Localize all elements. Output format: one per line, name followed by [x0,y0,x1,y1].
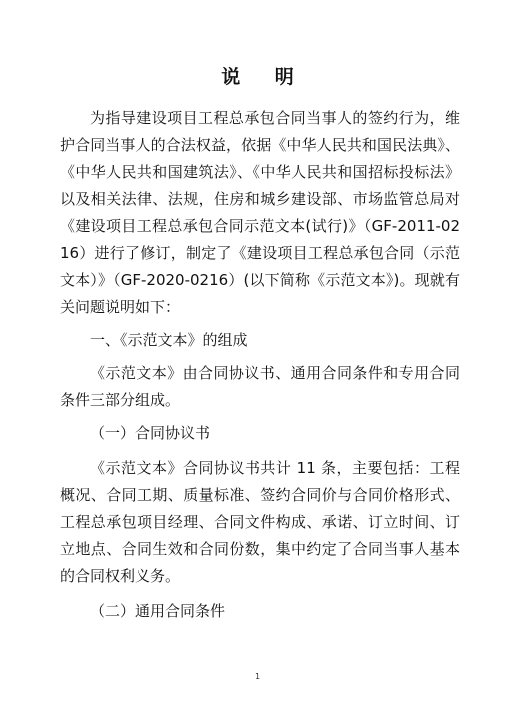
section-heading-composition: 一、《示范文本》的组成 [90,331,248,349]
document-body [60,105,460,625]
document-title: 说 明 [221,66,308,88]
subsection-heading-agreement: （一）合同协议书 [90,424,211,442]
intro-paragraph: 为指导建设项目工程总承包合同当事人的签约行为，维护合同当事人的合法权益，依据《中华人民共和国民法典》、《中华人民共和国建筑法》、《中华人民共和国招标投标法》以及相关法律、法规，住房和城乡建设部、市场监管总局对《建设项目工程总承包合同示范文本(试行)》（GF-2011-0216）进行了修订，制定了《建设项目工程总承包合同（示范文本）》（GF-2020-0216）(以下简称《示范文本》)。现就有关问题说明如下： [60,109,460,316]
page-number: 1 [254,672,261,681]
agreement-paragraph: 《示范文本》合同协议书共计 11 条，主要包括：工程概况、合同工期、质量标准、签约合同价与合同价格形式、工程总承包项目经理、合同文件构成、承诺、订立时间、订立地点、合同生效和合同份数，集中约定了合同当事人基本的合同权利义务。 [60,459,460,585]
subsection-heading-general-conditions: （二）通用合同条件 [90,602,226,620]
composition-paragraph: 《示范文本》由合同协议书、通用合同条件和专用合同条件三部分组成。 [60,364,460,409]
